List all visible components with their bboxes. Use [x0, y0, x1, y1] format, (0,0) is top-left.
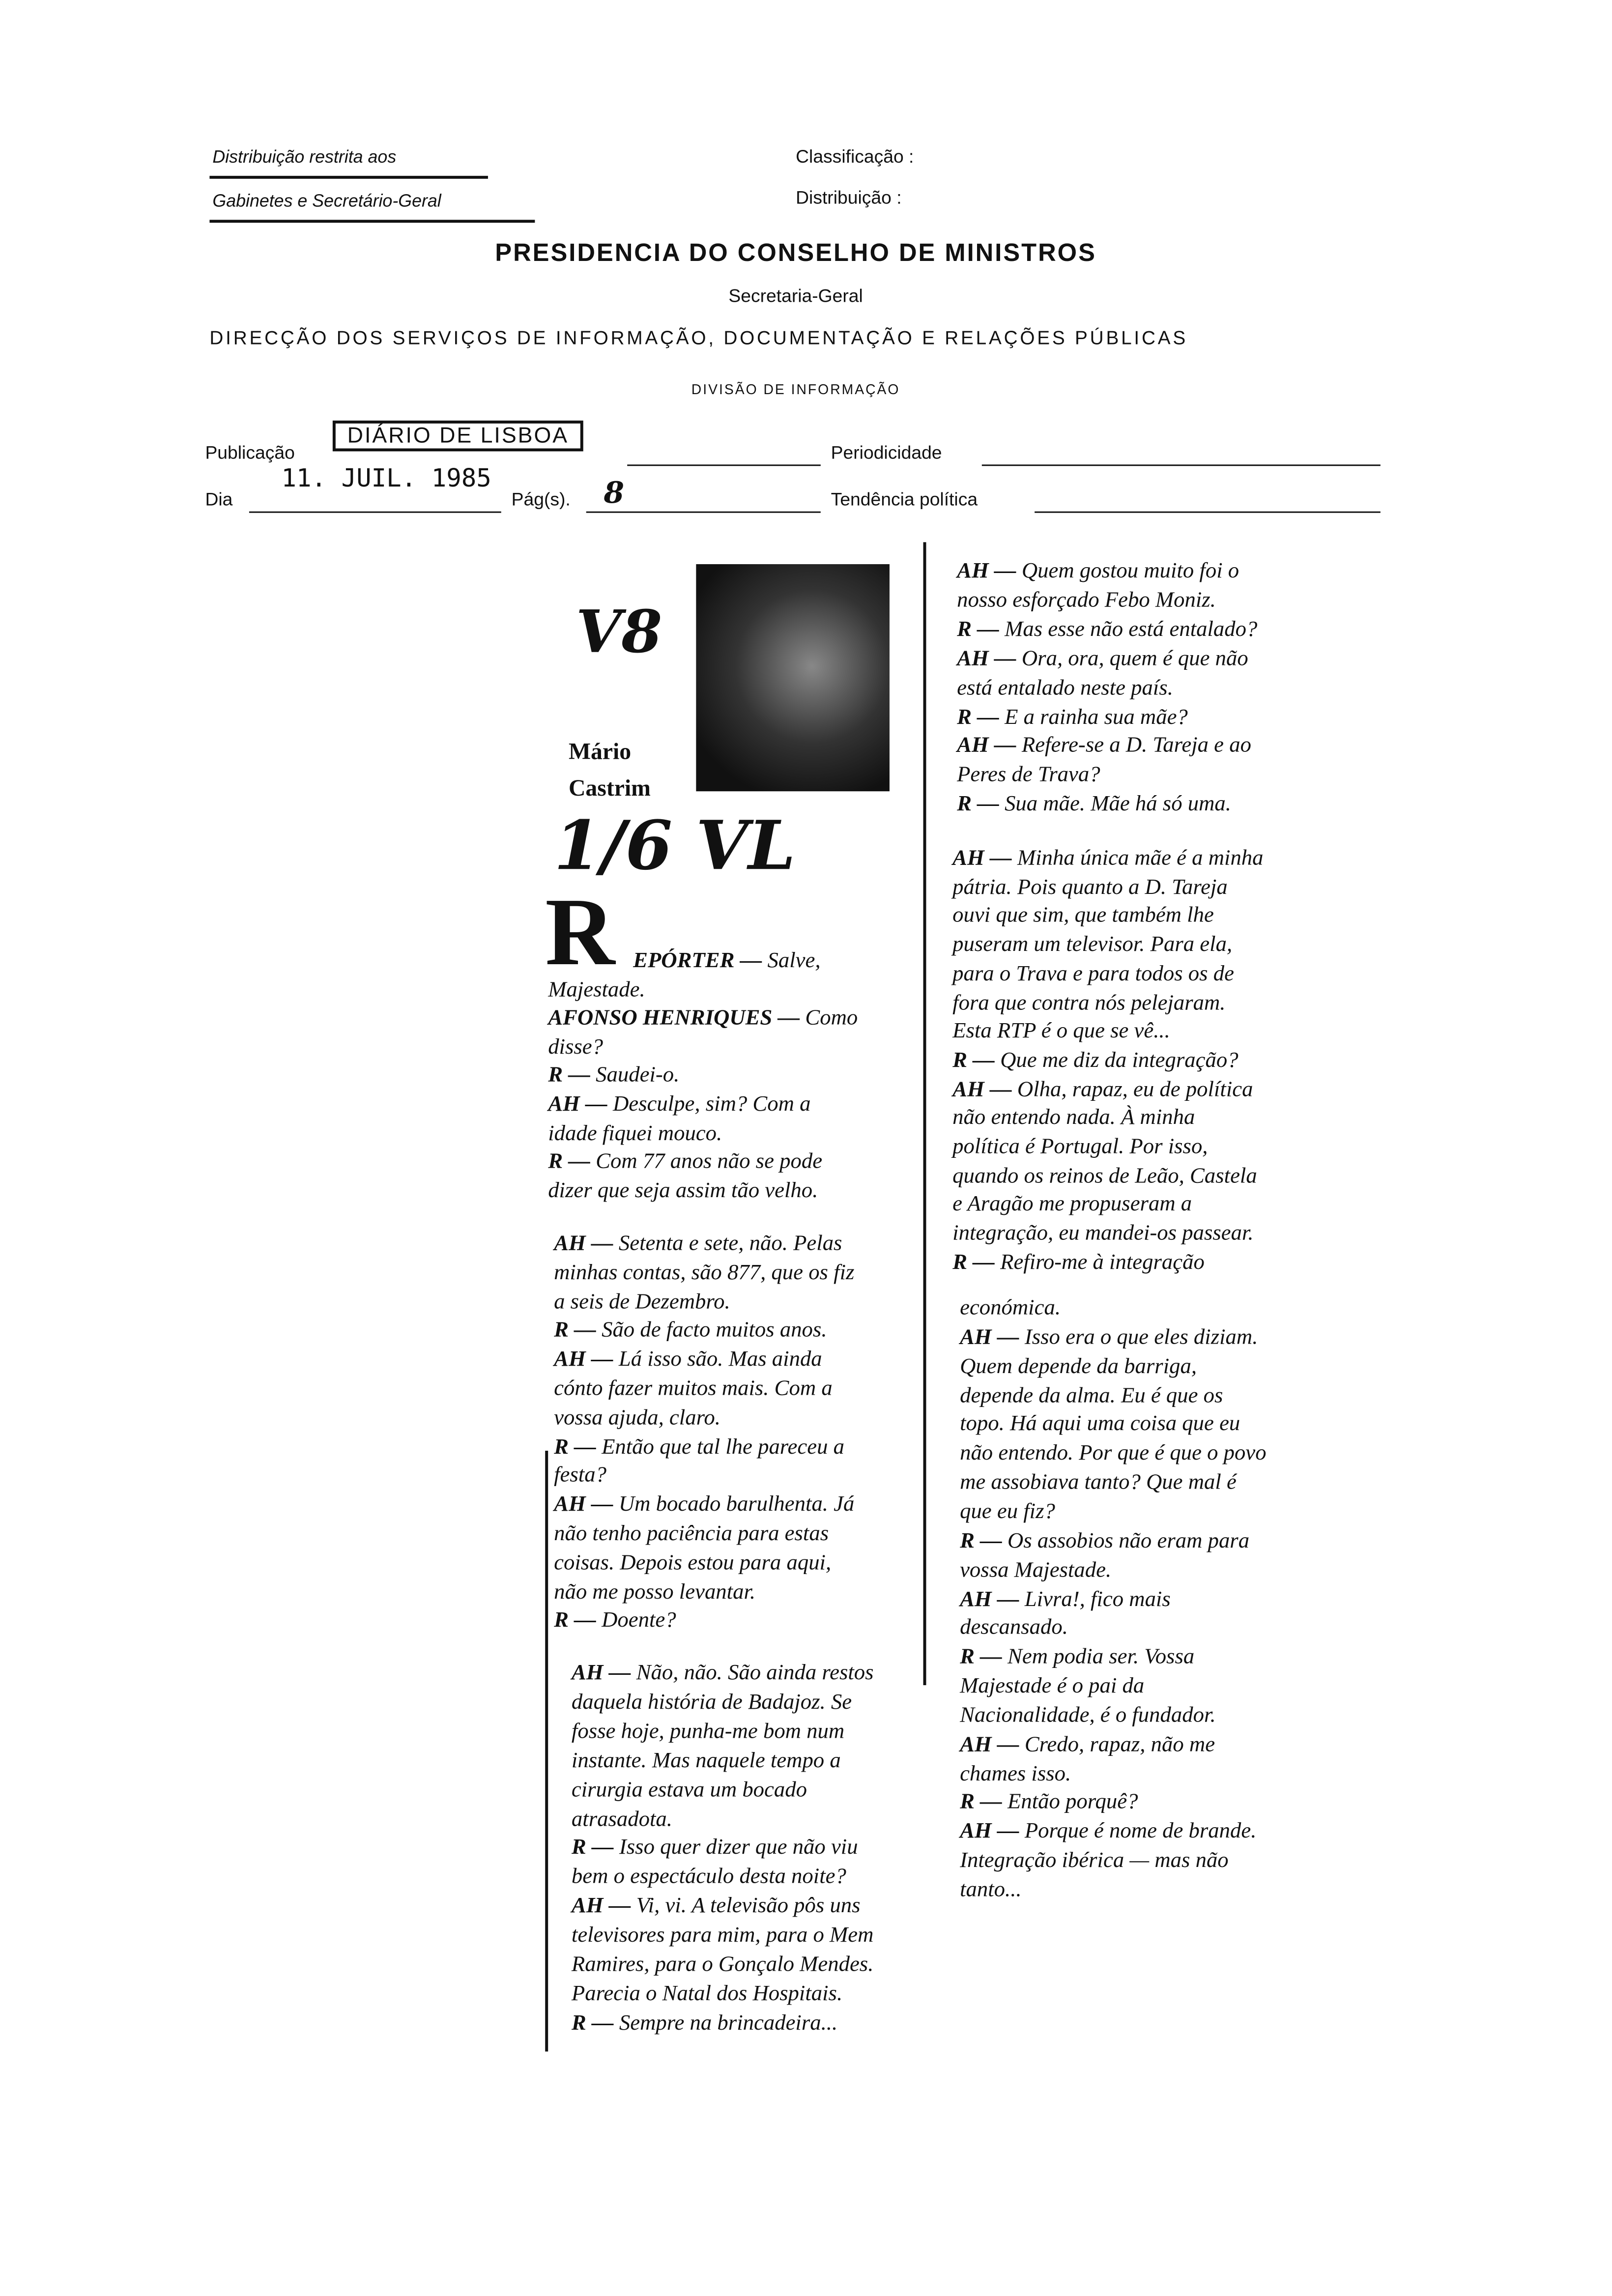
article-line: [572, 1895, 861, 1920]
divider: [209, 176, 488, 179]
article-line: [960, 1704, 1216, 1729]
speaker-label: AH —: [554, 1493, 613, 1517]
author-first-name: Mário: [568, 740, 632, 765]
article-line: [554, 1551, 831, 1577]
article-line: [554, 1580, 755, 1606]
speaker-label: AH —: [952, 1078, 1012, 1102]
article-line: [960, 1471, 1237, 1496]
dialogue-text: Credo, rapaz, não me: [1019, 1733, 1215, 1757]
dialogue-text: Como: [800, 1007, 858, 1031]
speaker-label: R —: [957, 793, 999, 817]
speaker-label: R —: [952, 1049, 995, 1073]
dialogue-text: não tenho paciência para estas: [554, 1522, 829, 1546]
dialogue-text: Setenta e sete, não. Pelas: [613, 1232, 842, 1256]
article-line: [554, 1349, 822, 1374]
dialogue-text: fosse hoje, punha-me bom num: [571, 1720, 845, 1744]
article-line: [952, 1049, 1238, 1074]
article-line: [952, 934, 1232, 959]
dialogue-text: Majestade é o pai da: [960, 1675, 1145, 1699]
dialogue-text: Quem depende da barriga,: [960, 1355, 1197, 1378]
dialogue-text: ouvi que sim, que também lhe: [952, 904, 1214, 928]
article-line: [957, 647, 1248, 672]
speaker-label: R —: [957, 618, 999, 642]
article-line: [554, 1378, 833, 1403]
speaker-label: AH —: [957, 560, 1016, 583]
article-line: [554, 1522, 829, 1548]
article-line: [554, 1406, 720, 1432]
speaker-label: AH —: [554, 1348, 613, 1372]
tendency-label: Tendência política: [831, 489, 978, 510]
pages-label: Pág(s).: [511, 489, 571, 510]
handwritten-annotation: 1/6 VL: [554, 805, 796, 886]
article-line: [957, 618, 1257, 643]
article-line: [554, 1291, 730, 1316]
dialogue-text: integração, eu mandei-os passear.: [952, 1222, 1254, 1246]
dialogue-text: económica.: [960, 1296, 1061, 1320]
dialogue-text: está entalado neste país.: [957, 676, 1173, 700]
dialogue-text: Isso quer dizer que não viu: [613, 1837, 858, 1861]
dialogue-text: Então que tal lhe pareceu a: [596, 1435, 845, 1459]
article-line: [572, 1808, 672, 1833]
article-line: [957, 735, 1251, 760]
dialogue-text: Doente?: [596, 1609, 676, 1633]
speaker-label: AH —: [571, 1895, 631, 1919]
dialogue-text: Parecia o Natal dos Hospitais.: [571, 1982, 843, 2006]
speaker-label: R —: [960, 1646, 1002, 1669]
speaker-label: AH —: [960, 1587, 1019, 1611]
dialogue-text: cónto fazer muitos mais. Com a: [554, 1377, 833, 1401]
article-line: [572, 1924, 874, 1949]
article-line: [548, 978, 645, 1004]
dialogue-text: não entendo nada. À minha: [952, 1107, 1195, 1130]
speaker-label: R —: [960, 1529, 1002, 1553]
dialogue-text: depende da alma. Eu é que os: [960, 1384, 1223, 1408]
dialogue-text: que eu fiz?: [960, 1500, 1055, 1524]
dialogue-text: Então porquê?: [1002, 1791, 1138, 1815]
article-line: [952, 1165, 1257, 1190]
dialogue-text: televisores para mim, para o Mem: [571, 1924, 874, 1948]
article-line: [960, 1297, 1061, 1322]
article-line: [960, 1529, 1249, 1554]
dialogue-text: topo. Há aqui uma coisa que eu: [960, 1413, 1240, 1437]
speaker-label: AH —: [957, 647, 1016, 671]
distribution-label: Distribuição :: [796, 187, 902, 208]
distribution-note-line-2: Gabinetes e Secretário-Geral: [212, 190, 441, 211]
column-rule: [923, 542, 926, 1685]
dialogue-text: a seis de Dezembro.: [554, 1290, 730, 1314]
speaker-label: AH —: [960, 1326, 1019, 1349]
speaker-label: AH —: [571, 1662, 631, 1686]
article-line: [960, 1733, 1215, 1758]
speaker-label: AH —: [554, 1232, 613, 1256]
article-line: [952, 876, 1228, 901]
field-line: [982, 464, 1381, 466]
dialogue-text: Peres de Trava?: [957, 764, 1100, 788]
distribution-note-line-1: Distribuição restrita aos: [212, 146, 397, 167]
speaker-label: AFONSO HENRIQUES —: [548, 1007, 800, 1031]
dialogue-text: Isso era o que eles diziam.: [1019, 1326, 1258, 1349]
dialogue-text: atrasadota.: [571, 1808, 672, 1831]
speaker-label: R —: [554, 1435, 596, 1459]
dialogue-text: Refere-se a D. Tareja e ao: [1016, 735, 1251, 758]
dialogue-text: Majestade.: [548, 978, 645, 1002]
dialogue-text: Ramires, para o Gonçalo Mendes.: [571, 1953, 874, 1977]
article-line: [960, 1413, 1240, 1438]
dialogue-text: não me posso levantar.: [554, 1580, 756, 1604]
article-line: [957, 560, 1239, 585]
speaker-label: AH —: [957, 735, 1016, 758]
article-line: [960, 1879, 1022, 1904]
division: DIVISÃO DE INFORMAÇÃO: [691, 382, 900, 399]
article-line: [960, 1762, 1071, 1787]
dialogue-text: nosso esforçado Febo Moniz.: [957, 589, 1216, 613]
drop-cap: R: [545, 879, 615, 986]
article-line: [952, 847, 1263, 872]
date-stamp: 11. JUIL. 1985: [281, 464, 491, 494]
article-line: [960, 1442, 1267, 1467]
article-line: [960, 1820, 1256, 1845]
dialogue-text: E a rainha sua mãe?: [999, 705, 1188, 729]
article-line: [952, 1107, 1195, 1132]
dialogue-text: quando os reinos de Leão, Castela: [952, 1164, 1257, 1188]
dialogue-text: Não, não. São ainda restos: [631, 1662, 874, 1686]
dialogue-text: festa?: [554, 1464, 606, 1488]
article-line: [960, 1588, 1171, 1613]
dialogue-text: idade fiquei mouco.: [548, 1121, 722, 1146]
day-label: Dia: [205, 489, 233, 510]
article-line: [960, 1617, 1068, 1642]
article-line: [952, 905, 1214, 930]
dialogue-text: e Aragão me propuseram a: [952, 1193, 1192, 1217]
classification-label: Classificação :: [796, 146, 914, 167]
article-line: [572, 1779, 807, 1804]
article-line: [548, 1036, 603, 1061]
dialogue-text: Saudei-o.: [590, 1064, 680, 1088]
article-line: [548, 1179, 818, 1205]
speaker-label: AH —: [548, 1093, 607, 1117]
dialogue-text: Mas esse não está entalado?: [999, 618, 1258, 642]
article-line: [952, 1193, 1192, 1218]
publication-label: Publicação: [205, 442, 295, 463]
article-line: [960, 1326, 1258, 1351]
article-line: [554, 1435, 844, 1461]
publication-stamp: DIÁRIO DE LISBOA: [333, 421, 583, 452]
dialogue-text: Desculpe, sim? Com a: [607, 1093, 811, 1117]
article-line: [957, 676, 1173, 701]
dialogue-text: disse?: [548, 1035, 604, 1060]
article-line: [548, 1007, 858, 1032]
dialogue-text: instante. Mas naquele tempo a: [571, 1749, 841, 1773]
dialogue-text: Porque é nome de brande.: [1019, 1820, 1257, 1844]
article-line: [957, 793, 1231, 818]
dialogue-text: Um bocado barulhenta. Já: [613, 1493, 855, 1517]
article-line: [960, 1791, 1138, 1816]
dialogue-text: cirurgia estava um bocado: [571, 1778, 807, 1802]
pages-value: 8: [604, 475, 625, 510]
dialogue-text: Os assobios não eram para: [1002, 1529, 1250, 1553]
dialogue-text: daquela história de Badajoz. Se: [571, 1691, 852, 1715]
article-line: [960, 1355, 1197, 1380]
article-line: [957, 706, 1188, 731]
speaker-label: R —: [554, 1319, 596, 1343]
dialogue-text: Olha, rapaz, eu de política: [1011, 1078, 1253, 1102]
page-title: PRESIDENCIA DO CONSELHO DE MINISTROS: [495, 239, 1096, 267]
article-line: [554, 1464, 606, 1490]
speaker-label: R —: [960, 1791, 1002, 1815]
article-line: [554, 1493, 854, 1519]
dialogue-text: fora que contra nós pelejaram.: [952, 991, 1226, 1015]
dialogue-text: Sua mãe. Mãe há só uma.: [999, 793, 1231, 817]
dialogue-text: Com 77 anos não se pode: [590, 1150, 823, 1174]
article-line: [952, 991, 1225, 1016]
dialogue-text: Que me diz da integração?: [994, 1049, 1238, 1073]
article-line: [572, 1720, 844, 1745]
article-line: [572, 1662, 874, 1687]
article-line: [633, 949, 820, 975]
dialogue-text: vossa Majestade.: [960, 1558, 1112, 1582]
dialogue-text: coisas. Depois estou para aqui,: [554, 1551, 832, 1575]
periodicity-label: Periodicidade: [831, 442, 942, 463]
speaker-label: R —: [571, 1837, 614, 1861]
article-line: [548, 1150, 822, 1176]
dialogue-text: tanto...: [960, 1878, 1022, 1902]
dialogue-text: Sempre na brincadeira...: [613, 2011, 838, 2036]
article-line: [548, 1093, 810, 1118]
speaker-label: R —: [571, 2011, 614, 2036]
dialogue-text: dizer que seja assim tão velho.: [548, 1179, 818, 1203]
article-line: [952, 1136, 1208, 1161]
dialogue-text: bem o espectáculo desta noite?: [571, 1866, 846, 1890]
article-line: [572, 1749, 841, 1774]
article-line: [952, 962, 1234, 987]
speaker-label: AH —: [952, 847, 1012, 871]
article-line: [952, 1222, 1253, 1247]
article-line: [960, 1646, 1194, 1671]
article-line: [957, 589, 1216, 614]
column-rule: [545, 1451, 548, 2052]
article-line: [572, 1866, 846, 1891]
article-line: [572, 1953, 874, 1979]
article-line: [554, 1233, 842, 1258]
dialogue-text: Livra!, fico mais: [1019, 1587, 1171, 1611]
article-line: [952, 1078, 1253, 1103]
article-line: [960, 1559, 1111, 1584]
article-line: [548, 1064, 679, 1090]
dialogue-text: chames isso.: [960, 1762, 1071, 1786]
dialogue-text: vossa ajuda, claro.: [554, 1406, 720, 1430]
dialogue-text: para o Trava e para todos os de: [952, 962, 1234, 986]
article-line: [554, 1609, 676, 1635]
dialogue-text: Refiro-me à integração: [994, 1251, 1205, 1275]
dialogue-text: Minha única mãe é a minha: [1011, 847, 1264, 871]
subtitle: Secretaria-Geral: [728, 286, 863, 307]
field-line: [586, 512, 821, 513]
article-line: [548, 1122, 722, 1147]
dialogue-text: Integração ibérica — mas não: [960, 1849, 1229, 1873]
article-line: [952, 1251, 1205, 1276]
dialogue-text: Nem podia ser. Vossa: [1002, 1646, 1195, 1669]
field-line: [627, 464, 821, 466]
article-line: [572, 2011, 837, 2037]
handwritten-initials: V8: [576, 598, 662, 667]
dialogue-text: Esta RTP é o que se vê...: [952, 1020, 1170, 1044]
dialogue-text: me assobiava tanto? Que mal é: [960, 1471, 1237, 1495]
article-line: [572, 1982, 842, 2008]
speaker-label: R —: [554, 1609, 596, 1633]
speaker-label: R —: [548, 1064, 590, 1088]
dialogue-text: Ora, ora, quem é que não: [1016, 647, 1248, 671]
article-line: [572, 1837, 858, 1862]
article-line: [960, 1849, 1229, 1874]
author-last-name: Castrim: [568, 776, 651, 802]
dialogue-text: Salve,: [762, 949, 821, 973]
speaker-label: AH —: [960, 1733, 1019, 1757]
dialogue-text: política é Portugal. Por isso,: [952, 1135, 1208, 1159]
speaker-label: AH —: [960, 1820, 1019, 1844]
author-photo: [696, 564, 890, 791]
article-line: [960, 1675, 1144, 1700]
directorate: DIRECÇÃO DOS SERVIÇOS DE INFORMAÇÃO, DOCUMENTAÇÃO E RELAÇÕES PÚBLICAS: [209, 326, 1188, 349]
speaker-label: R —: [548, 1150, 590, 1174]
dialogue-text: pátria. Pois quanto a D. Tareja: [952, 876, 1228, 899]
article-line: [960, 1384, 1223, 1409]
article-line: [554, 1320, 827, 1345]
dialogue-text: puseram um televisor. Para ela,: [952, 933, 1233, 957]
field-line: [1035, 512, 1381, 513]
divider: [209, 220, 535, 223]
dialogue-text: Quem gostou muito foi o: [1016, 560, 1239, 583]
article-line: [572, 1691, 852, 1716]
dialogue-text: Lá isso são. Mas ainda: [613, 1348, 822, 1372]
dialogue-text: não entendo. Por que é que o povo: [960, 1442, 1267, 1466]
article-line: [554, 1262, 854, 1287]
dialogue-text: Nacionalidade, é o fundador.: [960, 1704, 1216, 1728]
article-line: [960, 1500, 1055, 1525]
speaker-label: EPÓRTER —: [633, 949, 762, 973]
field-line: [249, 512, 501, 513]
speaker-label: R —: [952, 1251, 995, 1275]
article-line: [952, 1020, 1170, 1045]
speaker-label: R —: [957, 705, 999, 729]
article-line: [957, 764, 1100, 789]
dialogue-text: São de facto muitos anos.: [596, 1319, 827, 1343]
dialogue-text: minhas contas, são 877, que os fiz: [554, 1261, 855, 1285]
dialogue-text: Vi, vi. A televisão pôs uns: [631, 1895, 861, 1919]
dialogue-text: descansado.: [960, 1616, 1068, 1640]
